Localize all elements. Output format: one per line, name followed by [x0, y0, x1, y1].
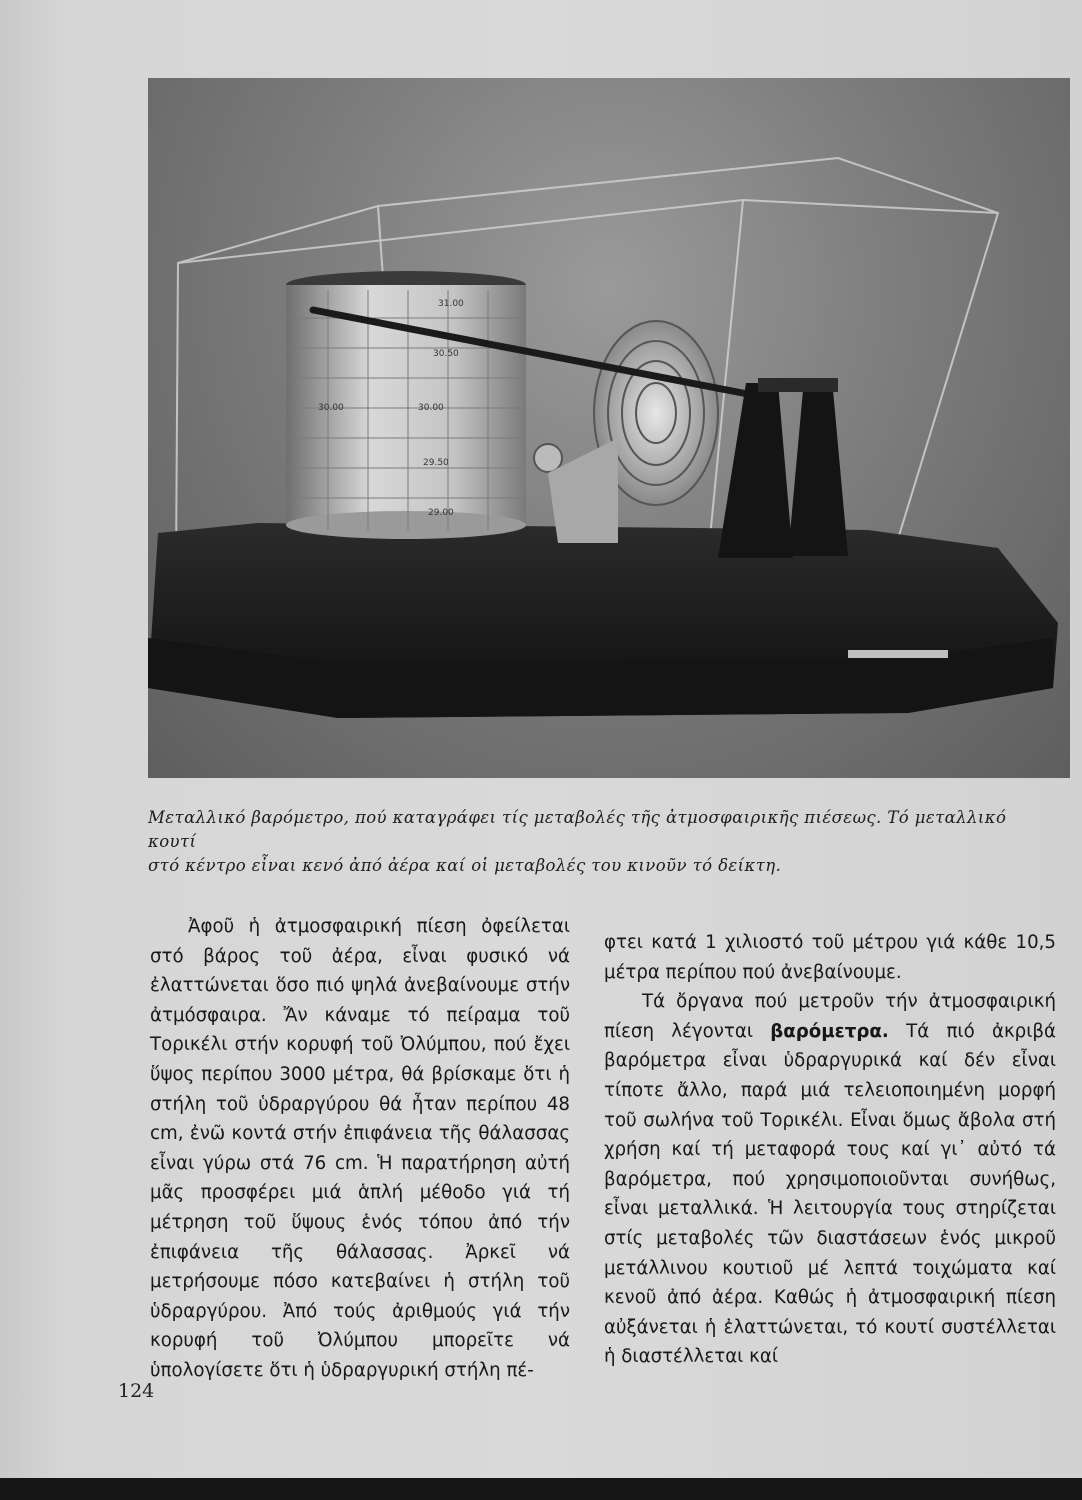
text-column-left — [150, 912, 570, 1386]
drum-label-2: 30.50 — [433, 349, 459, 359]
aneroid-capsules — [534, 321, 718, 543]
drum-label-3: 30.00 — [318, 403, 344, 413]
adjust-knob — [534, 444, 562, 472]
paragraph-altitude: Ἀφοῦ ἡ ἀτμοσφαιρική πίεση ὀφείλεται στό βάρος τοῦ ἀέρα, εἶναι φυσικό νά ἐλαττώνεται ὅσο πιό ψηλά ἀνεβαίνουμε στήν ἀτμόσφαιρα. Ἄν κάναμε τό πείραμα τοῦ Τορικέλι στήν κορυφή τοῦ Ὀλύμπου, πού ἔχει ὕψος περίπου 3000 μέτρα, θά βρίσκαμε ὅτι ἡ στήλη τοῦ ὑδραργύρου θά ἦταν περίπου 48 cm, ἐνῶ κοντά στήν ἐπιφάνεια τῆς θάλασσας εἶναι γύρω στά 76 cm. Ἡ παρατήρηση αὐτή μᾶς προσφέρει μιά ἁπλή μέθοδο γιά τή μέτρηση τοῦ ὕψους ἑνός τόπου ἀπό τήν ἐπιφάνεια τῆς θάλασσας. Ἀρκεῖ νά μετρήσουμε πόσο κατεβαίνει ἡ στήλη τοῦ ὑδραργύρου. Ἀπό τούς ἀριθμούς γιά τήν κορυφή τοῦ Ὀλύμπου μπορεῖτε νά ὑπολογίσετε ὅτι ἡ ὑδραργυρική στήλη πέ- — [150, 916, 570, 1381]
figure-caption — [148, 806, 1060, 878]
barograph-illustration — [148, 78, 1070, 778]
drum-label-1: 31.00 — [438, 299, 464, 309]
drum-label-5: 29.50 — [423, 458, 449, 468]
term-barometers: βαρόμετρα. — [770, 1020, 889, 1042]
drum-label-6: 29.00 — [428, 508, 454, 518]
paragraph-barometers — [604, 987, 1056, 1372]
text-column-right — [604, 928, 1056, 1372]
page-number: 124 — [118, 1380, 155, 1402]
pillars — [718, 378, 848, 558]
paragraph-continuation: φτει κατά 1 χιλιοστό τοῦ μέτρου γιά κάθε 10,5 μέτρα περίπου πού ἀνεβαίνουμε. — [604, 932, 1056, 983]
barometers-text-b: Τά πιό ἀκριβά βαρόμετρα εἶναι ὑδραργυρικά καί δέν εἶναι τίποτε ἄλλο, παρά μιά τελειοποιημένη μορφή τοῦ σωλήνα τοῦ Τορικέλι. Εἶναι ὅμως ἄβολα στή χρήση καί τή μεταφορά τους καί γι᾿ αὐτό τά βαρόμετρα, πού χρησιμοποιοῦνται συνήθως, εἶναι μεταλλικά. Ἡ λειτουργία τους στηρίζεται στίς μεταβολές τῶν διαστάσεων ἑνός μικροῦ μετάλλινου κουτιοῦ μέ λεπτά τοιχώματα καί κενοῦ ἀπό ἀέρα. Καθώς ἡ ἀτμοσφαιρική πίεση αὐξάνεται ἡ ἐλαττώνεται, τό κουτί συστέλλεται ἡ διαστέλλεται καί — [604, 1020, 1056, 1368]
barograph-photo — [148, 78, 1070, 778]
drum-label-4: 30.00 — [418, 403, 444, 413]
scan-edge — [0, 1478, 1082, 1500]
instrument-base — [148, 523, 1058, 718]
base-trim — [848, 650, 948, 658]
barometers-text-a: Τά ὄργανα πού μετροῦν τήν ἀτμοσφαιρική πίεση λέγονται — [604, 991, 1056, 1042]
caption-line-1: Μεταλλικό βαρόμετρο, πού καταγράφει τίς μεταβολές τῆς ἀτμοσφαιρικῆς πιέσεως. Τό μεταλλικό κουτί — [148, 808, 1007, 851]
caption-line-2: στό κέντρο εἶναι κενό ἀπό ἀέρα καί οἱ μεταβολές του κινοῦν τό δείκτη. — [148, 856, 782, 875]
